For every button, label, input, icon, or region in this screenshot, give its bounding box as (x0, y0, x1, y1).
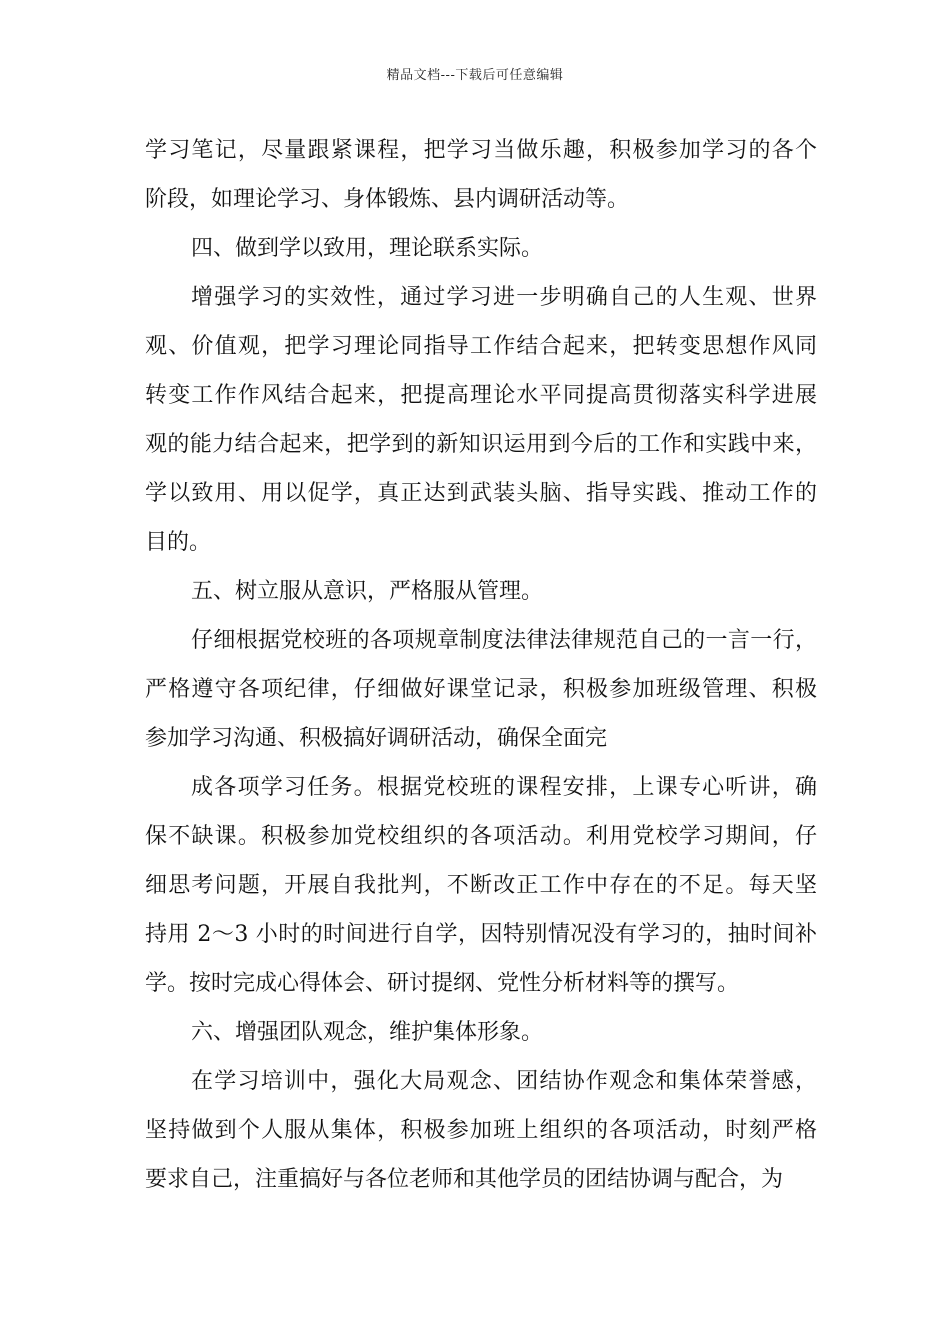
paragraph (145, 567, 817, 616)
paragraph-line: 成各项学习任务。根据党校班的课程安排，上课专心听讲，确 (191, 775, 817, 800)
paragraph-line: 细思考问题，开展自我批判，不断改正工作中存在的不足。每天坚 (145, 873, 817, 898)
paragraph-line: 学以致用、用以促学，真正达到武装头脑、指导实践、推动工作的 (145, 481, 817, 506)
paragraph (145, 763, 817, 1008)
paragraph-line: 转变工作作风结合起来，把提高理论水平同提高贯彻落实科学进展 (145, 383, 817, 408)
paragraph-line: 保不缺课。积极参加党校组织的各项活动。利用党校学习期间，仔 (145, 824, 817, 849)
paragraph-line: 在学习培训中，强化大局观念、团结协作观念和集体荣誉感， (191, 1069, 817, 1094)
paragraph-line: 要求自己，注重搞好与各位老师和其他学员的团结协调与配合，为 (145, 1167, 784, 1192)
paragraph-line: 六、增强团队观念，维护集体形象。 (191, 1020, 544, 1045)
paragraph-line: 持用 2～3 小时的时间进行自学，因特别情况没有学习的，抽时间补 (145, 922, 817, 947)
paragraph (145, 1008, 817, 1057)
paragraph-line: 观、价值观，把学习理论同指导工作结合起来，把转变思想作风同 (145, 334, 817, 359)
paragraph-line: 坚持做到个人服从集体，积极参加班上组织的各项活动，时刻严格 (145, 1118, 817, 1143)
paragraph-line: 观的能力结合起来，把学到的新知识运用到今后的工作和实践中来， (145, 432, 817, 457)
paragraph-line: 目的。 (145, 530, 212, 555)
paragraph-line: 阶段，如理论学习、身体锻炼、县内调研活动等。 (145, 187, 630, 212)
paragraph (145, 273, 817, 567)
document-body (145, 126, 817, 1204)
paragraph (145, 224, 817, 273)
paragraph (145, 126, 817, 224)
paragraph-line: 学。按时完成心得体会、研讨提纲、党性分析材料等的撰写。 (145, 971, 740, 996)
paragraph (145, 616, 817, 763)
paragraph-line: 严格遵守各项纪律，仔细做好课堂记录，积极参加班级管理、积极 (145, 677, 817, 702)
paragraph-line: 四、做到学以致用，理论联系实际。 (191, 236, 544, 261)
paragraph-line: 学习笔记，尽量跟紧课程，把学习当做乐趣，积极参加学习的各个 (145, 138, 817, 163)
paragraph-line: 增强学习的实效性，通过学习进一步明确自己的人生观、世界 (191, 285, 817, 310)
page-header: 精品文档---下载后可任意编辑 (386, 68, 564, 83)
paragraph-line: 五、树立服从意识，严格服从管理。 (191, 579, 544, 604)
paragraph-line: 仔细根据党校班的各项规章制度法律法律规范自己的一言一行， (191, 628, 817, 653)
paragraph-line: 参加学习沟通、积极搞好调研活动，确保全面完 (145, 726, 608, 751)
paragraph (145, 1057, 817, 1204)
